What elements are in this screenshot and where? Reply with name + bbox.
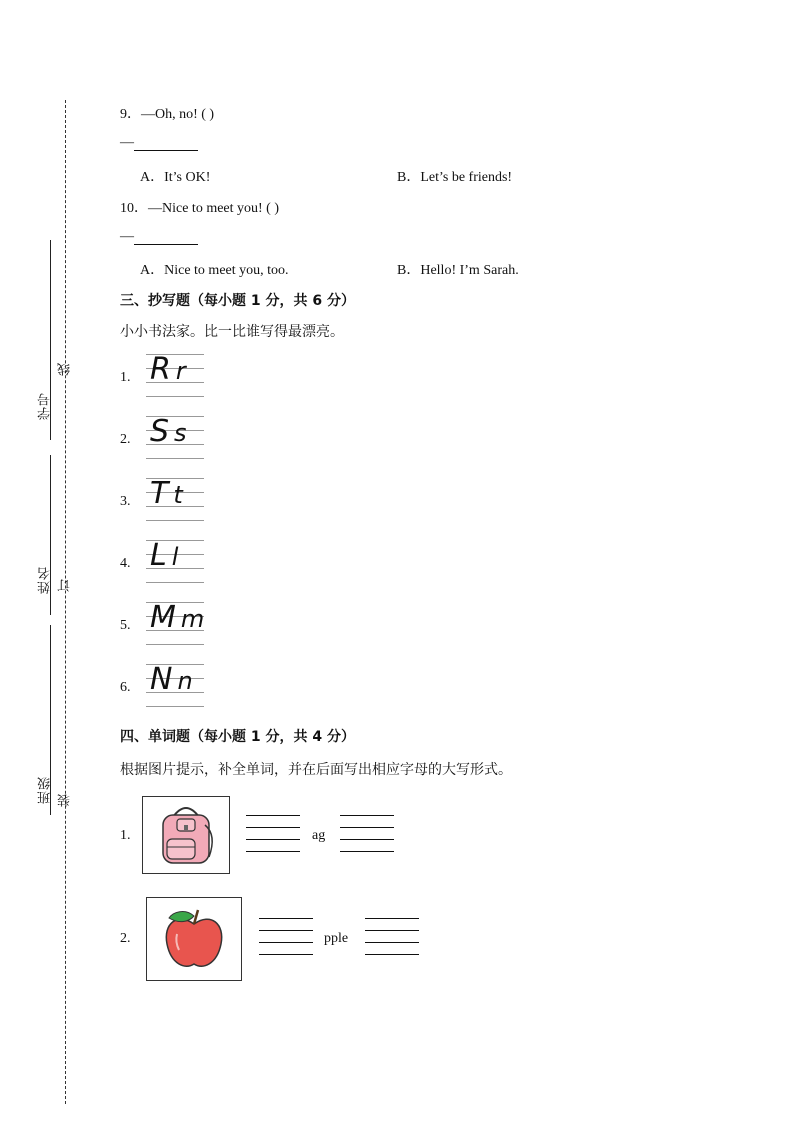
q10-stem: 10．—Nice to meet you! ( ): [120, 201, 280, 216]
q10-dash: —: [120, 229, 134, 244]
binding-ding-label: 订: [58, 578, 73, 592]
q9-answer-line: [120, 135, 198, 151]
q10-option-a: A．Nice to meet you, too.: [140, 263, 289, 278]
word-item-1-picture: [142, 796, 230, 874]
section4-instruction: 根据图片提示，补全单词，并在后面写出相应字母的大写形式。: [120, 762, 512, 778]
class-label: 班级: [38, 776, 53, 804]
binding-xian-label: 线: [58, 362, 73, 376]
word-item-1-number: 1.: [120, 828, 131, 843]
copy-item-6-box[interactable]: [146, 664, 206, 708]
section4-title: 四、单词题（每小题 1 分，共 4 分）: [120, 729, 355, 745]
q10-blank[interactable]: [134, 234, 198, 245]
copy-item-4-number: 4.: [120, 556, 131, 571]
word-item-2-picture: [146, 897, 242, 981]
binding-zhuang-label: 装: [58, 793, 73, 807]
copy-item-6-number: 6.: [120, 680, 131, 695]
q9-option-b: B．Let’s be friends!: [397, 170, 513, 185]
student-id-fill-line: [50, 240, 51, 440]
copy-item-1-box[interactable]: [146, 354, 206, 398]
copy-item-3-number: 3.: [120, 494, 131, 509]
copy-item-3-box[interactable]: [146, 478, 206, 522]
copy-item-5-number: 5.: [120, 618, 131, 633]
q10-answer-line: [120, 229, 198, 245]
apple-icon: [147, 898, 241, 980]
copy-item-2-letters: S s: [150, 414, 188, 449]
copy-item-2-number: 2.: [120, 432, 131, 447]
copy-item-2-box[interactable]: [146, 416, 206, 460]
q9-blank[interactable]: [134, 140, 198, 151]
copy-item-6-letters: N n: [150, 662, 194, 697]
copy-item-1-letters: R r: [150, 352, 187, 387]
q9-option-a: A．It’s OK!: [140, 170, 211, 185]
class-fill-line: [50, 625, 51, 815]
q9-stem: 9．—Oh, no! ( ): [120, 107, 215, 122]
section3-instruction: 小小书法家。比一比谁写得最漂亮。: [120, 324, 344, 340]
copy-item-5-box[interactable]: [146, 602, 206, 646]
section3-title: 三、抄写题（每小题 1 分，共 6 分）: [120, 293, 355, 309]
copy-item-5-letters: M m: [150, 600, 206, 635]
word-item-1-fragment: ag: [312, 828, 326, 843]
student-id-label: 学号: [38, 392, 53, 420]
word-item-2-number: 2.: [120, 931, 131, 946]
q10-option-b: B．Hello! I’m Sarah.: [397, 263, 519, 278]
copy-item-4-letters: L l: [150, 538, 180, 573]
name-fill-line: [50, 455, 51, 615]
name-label: 姓名: [38, 566, 53, 594]
q9-dash: —: [120, 135, 134, 150]
copy-item-1-number: 1.: [120, 370, 131, 385]
binding-dashed-line: [65, 100, 66, 1104]
word-item-2-write-lines-b[interactable]: [365, 918, 419, 956]
word-item-1-write-lines-a[interactable]: [246, 815, 300, 853]
word-item-1-write-lines-b[interactable]: [340, 815, 394, 853]
school-bag-icon: [143, 797, 229, 873]
copy-item-4-box[interactable]: [146, 540, 206, 584]
word-item-2-write-lines-a[interactable]: [259, 918, 313, 956]
copy-item-3-letters: T t: [150, 476, 184, 511]
word-item-2-fragment: pple: [324, 931, 349, 946]
